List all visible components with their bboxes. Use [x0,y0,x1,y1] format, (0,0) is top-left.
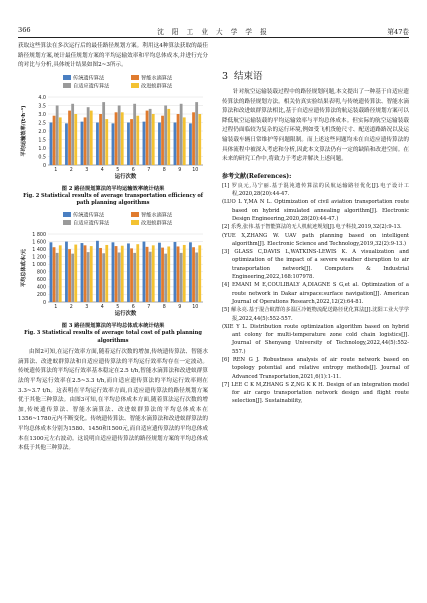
efficiency-bar-chart [18,71,208,181]
section-title: 结束语 [234,71,263,82]
bar [65,123,68,165]
bar [84,245,87,302]
bar [189,123,192,165]
y-axis-title: 平均总体成本/元 [21,248,27,288]
y-tick-label: 1.5 [38,138,46,144]
y-tick-label: 1 800 [32,232,46,238]
volume-label: 第47卷 [387,28,409,36]
bar [146,110,149,164]
bar [149,252,152,302]
y-tick-label: 1 200 [32,255,46,261]
x-tick-label: 6 [131,304,135,310]
legend-swatch [131,212,139,217]
x-tick-label: 10 [192,167,199,173]
bar [143,242,146,302]
x-tick-label: 3 [85,167,89,173]
legend-swatch [63,75,71,80]
bar [158,122,161,165]
header-rule [18,37,409,38]
x-tick-label: 7 [147,167,151,173]
bar [74,245,77,302]
x-tick-label: 6 [131,167,135,173]
bar [115,246,118,302]
x-axis-title: 运行次数 [114,310,137,317]
fig3-caption-en: Fig. 3 Statistical results of average total cost of path planning algorithms [24,329,202,344]
bar [118,252,121,301]
y-tick-label: 0.5 [38,155,46,161]
left-paragraph-2: 由图2可知,在运行效率方面,随着运行次数的增加,传统遗传算法、智能水滴算法、改进蚁群算法和自适应遗传算法的平均运行效率均存在一定波动。传统遗传算法的平均运行效率基本稳定在2.5 t/h,智能水滴算法和改进蚁群算法的平均运行效率在2.5~3.3 t/h,而自适应遗传算法的平均运行效率则在3.3~3.7 t/h。这表明在平均运行效率方面,自适应遗传算法的路径规划方案优于其他三种算法。由图3可知,在平均总体成本方面,随着算法运行次数的增加,传统遗传算法、智能水滴算法、改进蚁群算法的平均总体成本在1356~1780元内不断变化。传统遗传算法、智能水滴算法和改进蚁群算法的平均总体成本分别为1580、1450和1500元,而自适应遗传算法的平均总体成本在1300元左右波动。这说明自适应遗传算法的路径规划方案的平均总体成本低于其他三种算法。 [18,349,208,452]
references-list [222,182,409,406]
legend-swatch [63,83,71,88]
x-tick-label: 10 [192,304,199,310]
bar [198,114,201,165]
bar [121,246,124,302]
bar [71,104,74,165]
bar [81,121,84,164]
y-tick-label: 1 600 [32,240,46,246]
bar [127,122,130,165]
y-tick-label: 0 [42,300,46,306]
bar [99,114,102,165]
bar [68,110,71,164]
x-tick-label: 2 [69,304,73,310]
section-heading [222,68,409,82]
bar [180,253,183,302]
total-cost-bar-chart [18,208,208,318]
bar [56,105,59,165]
bar [136,115,139,164]
y-tick-label: 2.0 [38,129,46,135]
y-tick-label: 0 [42,163,46,169]
bar [99,248,102,302]
page-number: 366 [18,26,31,34]
x-tick-label: 1 [54,167,58,173]
legend-label: 智能水滴算法 [141,212,173,219]
x-tick-label: 3 [85,304,89,310]
y-tick-label: 1 000 [32,262,46,268]
bar [112,242,115,302]
y-axis-title: 平均运输效率/(t·h⁻¹) [21,105,27,157]
bar [105,119,108,165]
x-axis-title: 运行次数 [114,173,137,180]
fig3-caption-cn: 图 3 路径规划算法的平均总体成本统计结果 [61,322,165,329]
bar [198,245,201,302]
bar [50,242,53,302]
bar [53,247,56,302]
bar [149,109,152,165]
legend-label: 传统遗传算法 [73,75,105,82]
bar [158,243,161,302]
y-tick-label: 400 [36,285,46,291]
bar [59,245,62,302]
bar [65,242,68,302]
left-paragraph-1: 获取这些算法在多次运行后的最佳路径规划方案。利用这4种算法获取的最佳路径规划方案,统计最佳规划方案的平均运输效率和平均总体成本,并进行充分的对比与分析,具体统计结果如图2~3所示。 [18,43,208,69]
legend-swatch [63,220,71,225]
bar [127,243,130,302]
bar [130,248,133,302]
bar [164,254,167,302]
bar [87,252,90,302]
bar [167,109,170,165]
y-tick-label: 3.5 [38,104,46,110]
bar [174,242,177,302]
bar [161,248,164,302]
legend-swatch [63,212,71,217]
legend-label: 改进蚁群算法 [141,220,173,227]
legend-label: 自适应遗传算法 [73,83,110,90]
bar [56,253,59,302]
bar [84,117,87,165]
x-tick-label: 4 [100,167,104,173]
bar [53,115,56,164]
x-tick-label: 5 [116,304,120,310]
conclusion-paragraph: 针对航空运输装载过程中的路径规划问题,本文提出了一种基于自适应遗传算法的路径规划方法。相关仿真实验结果表明,与传统遗传算法、智能水滴算法和改进蚁群算法相比,基于自适应遗传算法的航运装载路径规划方案可以降低航空运输装载的平均运输效率与平均总体成本。但实际的航空运输装载过程仍面临较为复杂的运行环境,例如受飞机货舱尺寸、配送道路路况以及运输装载车辆日常维护等问题限制。而上述这些问题均未在自适应遗传算法的具体流程中被深入考虑和分析,因此本文算法仍有一定的缺陷和改进空间。在未来的研究工作中,将致力于考虑并解决上述问题。 [222,89,409,163]
journal-title: 沈 阳 工 业 大 学 学 报 [157,28,270,36]
x-tick-label: 9 [178,167,182,173]
reference-item: (XIE Y L. Distribution route optimization algorithm based on hybrid ant colony for multi-temperature zone cold chain logistics[J]. Journal of Shenyang University of Technology,2022,44(5):552-557.) [222,323,409,355]
bar [136,244,139,302]
bar [71,254,74,302]
figure-2 [18,71,208,185]
references-heading: 参考文献(References): [222,172,292,180]
bar [102,102,105,165]
right-column [222,42,409,406]
legend-swatch [131,83,139,88]
bar [189,242,192,302]
x-tick-label: 2 [69,167,73,173]
bar [177,246,180,302]
legend-label: 自适应遗传算法 [73,220,110,227]
x-tick-label: 7 [147,304,151,310]
legend-label: 改进蚁群算法 [141,83,173,90]
x-tick-label: 5 [116,167,120,173]
bar [146,247,149,302]
bar [121,112,124,165]
bar [192,247,195,302]
bar [102,253,105,302]
bar [161,115,164,164]
bar [50,122,53,165]
bar [130,119,133,165]
x-tick-label: 4 [100,304,104,310]
legend-label: 智能水滴算法 [141,75,173,82]
section-number: 3 [222,71,229,82]
bar [195,102,198,165]
bar [81,243,84,302]
y-tick-label: 2.5 [38,121,46,127]
fig2-caption-en: Fig. 2 Statistical results of average transportation efficiency of path planning algorithms [23,192,203,207]
x-tick-label: 8 [162,304,166,310]
bar [167,246,170,302]
legend-label: 传统遗传算法 [73,212,105,219]
bar [152,114,155,165]
bar [105,245,108,302]
bar [177,114,180,165]
reference-item: [2] 乐秀,张伟.基于智能算法的无人机航迹规划[J].电子科技,2019,32(2):9-13. [222,224,402,231]
figure-3 [18,208,208,322]
reference-item: [7] LEE C K M,ZHANG S Z,NG K K H. Design of an integration model for air cargo transportation network design and flight route selection[J]. Sustainability, [222,381,409,405]
bar [90,246,93,302]
bar [174,122,177,165]
y-tick-label: 1 400 [32,247,46,253]
reference-item: [3] GLASS C,DAVIS L,WATKINS-LEWIS K. A visualization and optimization of the impact of a severe weather disruption to air transportation network[J]. Computers & Industrial Engineering,2022,168:107978. [222,249,409,281]
y-tick-label: 1.0 [38,146,46,152]
reference-item: (LUO L Y,MA N L. Optimization of civil aviation transportation route based on hybrid simulated annealing algorithm[J]. Electronic Design Engineering,2020,28(20):44-47.) [222,199,409,222]
bar [68,249,71,302]
bar [59,117,62,165]
bar [74,114,77,165]
bar [192,112,195,165]
reference-item: [1] 罗良元,马宁丽.基于混沌遗传算法的民航运输路径优化[J].电子设计工程,2020,28(20):44-47. [222,182,409,198]
y-tick-label: 4.0 [38,95,46,101]
y-tick-label: 600 [36,278,46,284]
bar [90,110,93,164]
y-tick-label: 200 [36,293,46,299]
reference-item: [6] REN G J. Robustness analysis of air route network based on topology potential and relative entropy methods[J]. Journal of Advanced Transportation,2021,6(1):1-11. [222,356,409,380]
bar [115,112,118,165]
bar [133,104,136,165]
bar [133,253,136,302]
legend-swatch [131,220,139,225]
bar [152,245,155,302]
bar [118,105,121,165]
bar [96,241,99,302]
bar [96,122,99,165]
bar [180,104,183,165]
fig2-caption-cn: 图 2 路径规划算法的平均运输效率统计结果 [61,185,165,192]
left-column [18,42,208,454]
x-tick-label: 9 [178,304,182,310]
y-tick-label: 800 [36,270,46,276]
x-tick-label: 1 [54,304,58,310]
x-tick-label: 8 [162,167,166,173]
reference-item: [5] 解永亮.基于混合蚁群的多温区冷链物流配送路径优化算法[J].沈阳工业大学学报,2022,44(5):552-557. [222,307,409,322]
reference-item: [4] EMANI M E,COULIBALY A,DIAGNE S G,et al. Optimization of a route network in Dakar airspace:surface navigation[J]. American Journal of Operations Research,2022,12(2):64-81. [222,282,409,305]
reference-item: (YUE X,ZHANG W. UAV path planning based on intelligent algorithm[J]. Electronic Science and Technology,2019,32(2):9-13.) [222,232,409,247]
bar [164,105,167,165]
bar [143,121,146,164]
bar [87,107,90,165]
bar [183,245,186,302]
bar [183,117,186,165]
bar [112,123,115,165]
bar [195,252,198,301]
y-tick-label: 3.0 [38,112,46,118]
legend-swatch [131,75,139,80]
